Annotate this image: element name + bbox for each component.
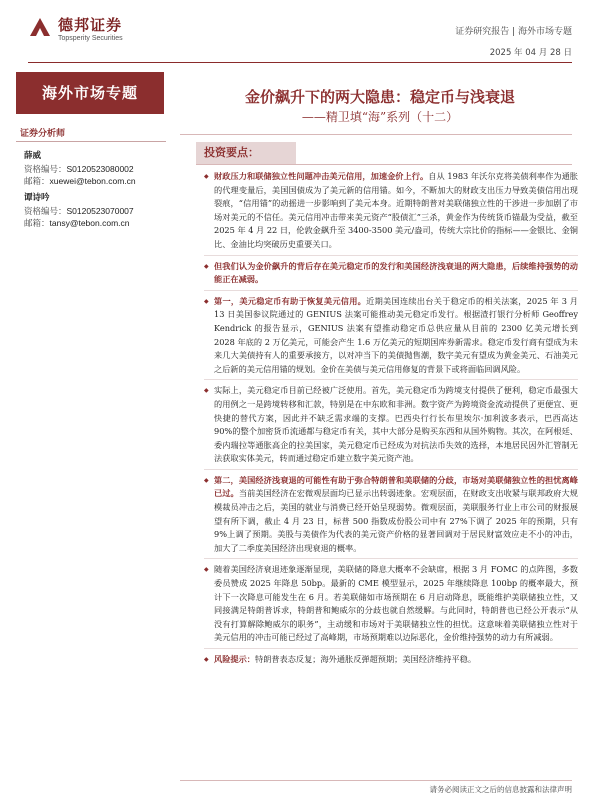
key-point-paragraph	[204, 295, 578, 377]
paragraph-divider	[204, 255, 578, 256]
paragraph-lead: 第一，美元稳定币有助于恢复美元信用。	[214, 295, 367, 306]
risk-label: 风险提示：	[214, 654, 255, 664]
key-point-paragraph	[204, 563, 578, 645]
paragraph-text: 自从 1983 年沃尔克将美债利率作为通胀的代理变量后，美国国债成为了美元新的信用锚。如今，不断加大的财政支出压力导致美债信用出现裂痕，“信用锚”的动摇进一步影响到了美元本身。近期特朗普对美联储独立性的干涉进一步加剧了市场对美元的不信任。美元信用冲击带来美元资产“股债汇”三杀，黄金作为传统货币锚最为受益，截至 2025 年 4 月 22 日，伦敦金飙升至 3400-3500 美元/盎司，传统大宗比价的指标——金银比、金铜比、金油比均突破历史重要关口。	[214, 171, 578, 249]
paragraph-lead: 财政压力和联储独立性问题冲击美元信用，加速金价上行。	[214, 171, 429, 181]
company-name: 德邦证券	[58, 16, 123, 34]
analyst-email[interactable]: xuewei@tebon.com.cn	[49, 176, 136, 186]
analyst-name: 谭诗吟	[24, 193, 50, 203]
cert-number: S0120523070007	[66, 205, 134, 216]
key-points-divider	[196, 164, 572, 165]
paragraph-divider	[204, 290, 578, 291]
paragraph-divider	[204, 469, 578, 470]
company-logo-icon	[28, 16, 52, 38]
analyst-email[interactable]: tansy@tebon.com.cn	[49, 218, 130, 228]
key-point-paragraph	[204, 474, 578, 556]
risk-text: 特朗普表态反复；海外通胀反弹超预期；美国经济维持平稳。	[254, 654, 477, 664]
key-points-label: 投资要点：	[196, 142, 296, 164]
report-type: 证券研究报告 | 海外市场专题	[455, 27, 572, 37]
key-point-paragraph	[204, 170, 578, 252]
email-label: 邮箱：	[24, 176, 50, 186]
company-name-en: Topsperity Securities	[58, 35, 123, 42]
paragraph-divider	[204, 558, 578, 559]
paragraph-divider	[204, 379, 578, 380]
analyst-heading: 证券分析师	[20, 129, 66, 139]
report-date: 2025 年 04 月 28 日	[489, 48, 572, 58]
footer-divider	[180, 780, 572, 781]
risk-warning	[204, 653, 578, 667]
header-divider	[28, 62, 572, 63]
analyst-card	[24, 150, 174, 188]
paragraph-lead: 第二，美国经济浅衰退的可能性有助于弥合特朗普和美联储的分歧，市场对美联储独立性的担忧离峰已过。	[214, 474, 578, 499]
key-point-paragraph	[204, 260, 578, 287]
sidebar-divider	[16, 141, 166, 142]
paragraph-divider	[204, 648, 578, 649]
email-label: 邮箱：	[24, 218, 50, 228]
key-point-paragraph	[204, 384, 578, 466]
key-points-body	[204, 170, 578, 670]
analyst-name: 薛威	[24, 151, 42, 161]
paragraph-text: 随着美国经济衰退迹象逐渐显现，美联储的降息大概率不会缺席，根据 3 月 FOMC 的点阵图，多数委员赞成 2025 年降息 50bp。最新的 CME 模型显示，2025 年继续降息 100bp 的概率最大，预计下一次降息可能发生在 6 月。若美联储如市场预期在 6 月启动降息，既能维护美联储独立性，又同接满足特朗普诉求，特朗普和鲍威尔的分歧也就自然缓解。与此同时，特朗普也已经公开表示“从没有打算解除鲍威尔的职务”，主动缓和市场对于美联储独立性的担忧。这意味着美联储独立性对于美元信用的冲击可能已经过了高峰期，市场预期难以边际恶化，金价维持强势的动力有所减弱。	[214, 564, 578, 643]
report-title: 金价飙升下的两大隐患：稳定币与浅衰退	[244, 88, 515, 106]
paragraph-text: 当前美国经济在宏微观层面均已显示出转弱迹象。宏观层面，在财政支出收紧与联邦政府大规模裁员冲击之后，美国的就业与消费已经开始呈现弱势。微观层面，美联服务行业上市公司的财报展望有所下调，截止 4 月 23 日，标普 500 指数成份股公司中有 27%下调了 2025 年的预期，只有 9%上调了预期。美股与美债作为代表的美元资产价格的显著回调对于居民财富效应走不小的冲击，加大了二季度美国经济出现衰退的概率。	[214, 488, 578, 553]
footer-disclaimer: 请务必阅读正文之后的信息披露和法律声明	[429, 785, 572, 794]
title-divider	[180, 134, 572, 135]
cert-label: 资格编号：	[24, 163, 67, 174]
report-subtitle: ——精卫填“海”系列（十二）	[301, 110, 459, 124]
analyst-card	[24, 192, 174, 230]
paragraph-text: 近期美国连续出台关于稳定币的相关法案，2025 年 3 月 13 日美国参议院通过的 GENIUS 法案可能推动美元稳定币发行。根据渣打银行分析师 Geoffrey Kendrick 的报告显示，GENIUS 法案有望推动稳定币总供应量从目前的 2300 亿美元增长到 2028 年底的 2 万亿美元，可能会产生 1.6 万亿美元的短期国库券新需求。稳定币发行商有望成为未来几大美债持有人的重要承接方，以对冲当下的美债抛售潮，数字美元有望成为黄金美元、石油美元之后新的美元信用锚的规划。金价在美债与美元信用修复的背景下或将面临回调风险。	[214, 295, 578, 374]
cert-label: 资格编号：	[24, 205, 67, 216]
section-banner: 海外市场专题	[16, 72, 164, 114]
paragraph-text: 实际上，美元稳定币目前已经被广泛使用。首先，美元稳定币为跨境支付提供了便利，稳定币最强大的用例之一是跨境转移和汇款，特别是在中东欧和非洲。数字资产为跨境资金流动提供了更便宜、更快捷的替代方案，因此并不缺乏需求端的支撑。巴西央行行长布里埃尔·加利波多表示，巴西高达 90%的整个加密货币流通都与稳定币有关，其中大部分是购买东西和从国外购物。其次，在阿根廷、委内瑞拉等通胀高企的拉美国家，美元稳定币已经成为对抗法币失效的选择，本地居民因外汇管制无法获取实体美元，转而通过稳定币建立数字美元资产池。	[214, 385, 578, 464]
paragraph-lead: 但我们认为金价飙升的背后存在美元稳定币的发行和美国经济浅衰退的两大隐患，后续维持强势的动能正在减弱。	[214, 260, 578, 285]
cert-number: S0120523080002	[66, 163, 134, 174]
